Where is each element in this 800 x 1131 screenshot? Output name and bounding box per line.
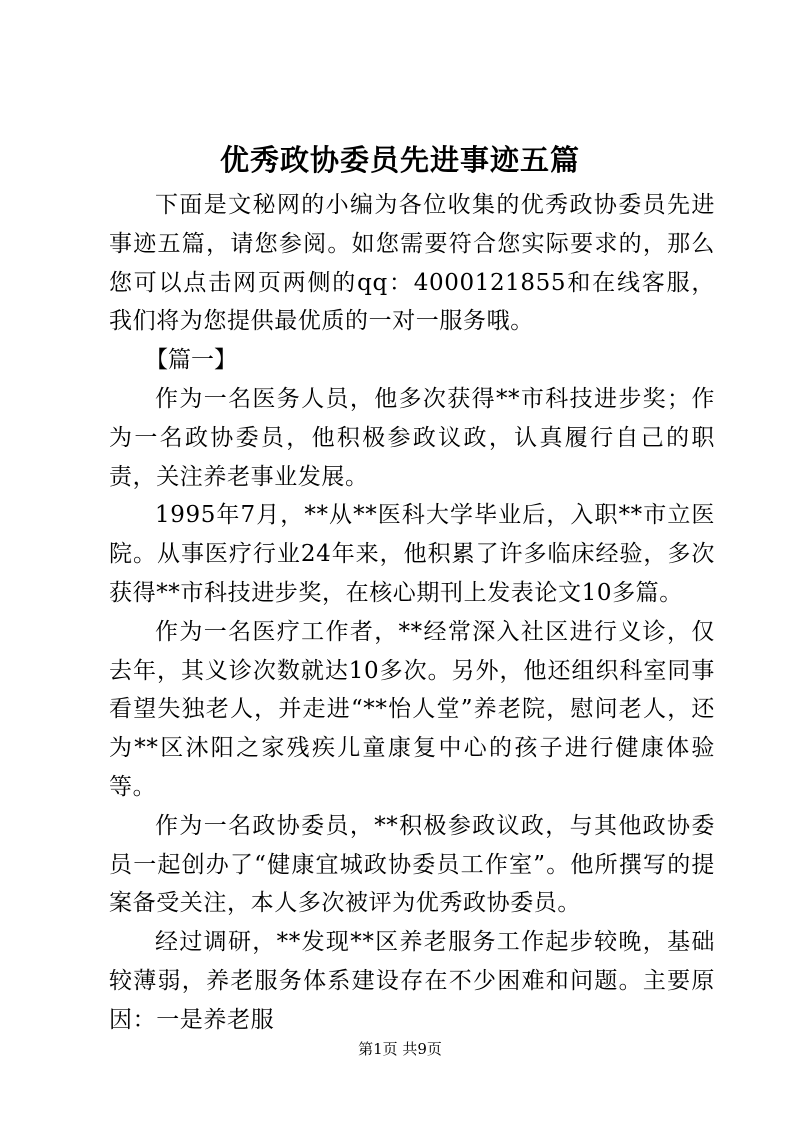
body-paragraph-2: 1995年7月，**从**医科大学毕业后，入职**市立医院。从事医疗行业24年来，他积累了许多临床经验，多次获得**市科技进步奖，在核心期刊上发表论文10多篇。 [109, 502, 715, 606]
document-title: 优秀政协委员先进事迹五篇 [219, 143, 580, 177]
document-body [109, 186, 715, 1040]
body-paragraph-1: 作为一名医务人员，他多次获得**市科技进步奖；作为一名政协委员，他积极参政议政，认真履行自己的职责，关注养老事业发展。 [109, 385, 715, 490]
body-paragraph-3: 作为一名医疗工作者，**经常深入社区进行义诊，仅去年，其义诊次数就达10多次。另外，他还组织科室同事看望失独老人，并走进“**怡人堂”养老院，慰问老人，还为**区沐阳之家残疾儿童康复中心的孩子进行健康体验等。 [109, 618, 715, 800]
page-number-footer: 第1页 共9页 [358, 1040, 442, 1058]
section-heading: 【篇一】 [145, 347, 237, 374]
body-paragraph-5: 经过调研，**发现**区养老服务工作起步较晚，基础较薄弱，养老服务体系建设存在不少困难和问题。主要原因：一是养老服 [109, 929, 715, 1033]
intro-paragraph: 下面是文秘网的小编为各位收集的优秀政协委员先进事迹五篇，请您参阅。如您需要符合您实际要求的，那么您可以点击网页两侧的qq：4000121855和在线客服，我们将为您提供最优质的一对一服务哦。 [109, 192, 715, 335]
body-paragraph-4: 作为一名政协委员，**积极参政议政，与其他政协委员一起创办了“健康宜城政协委员工作室”。他所撰写的提案备受关注，本人多次被评为优秀政协委员。 [109, 812, 715, 917]
